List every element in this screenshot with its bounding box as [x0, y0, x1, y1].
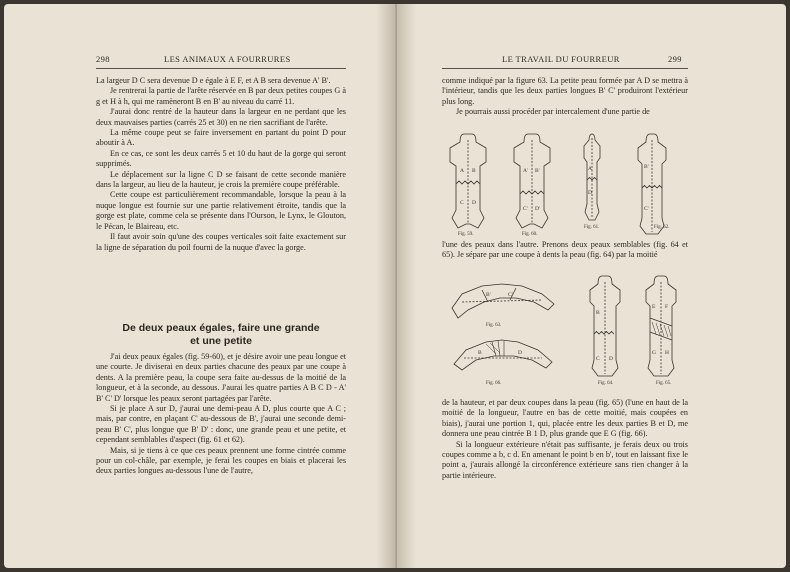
- paragraph: La même coupe peut se faire inversement en partant du point D pour aboutir à A.: [96, 128, 346, 148]
- figure-label: B': [486, 292, 491, 298]
- figure-label: B: [472, 168, 476, 174]
- figure-label: A': [523, 168, 528, 174]
- right-page: [398, 4, 786, 568]
- figure-caption: Fig. 61.: [584, 225, 600, 230]
- figure-63: [452, 284, 554, 318]
- figure-label: D: [588, 190, 592, 196]
- figure-label: B': [644, 164, 649, 170]
- figure-caption: Fig. 64.: [598, 381, 614, 386]
- figure-caption: Fig. 65.: [656, 381, 672, 386]
- paragraph: Je pourrais aussi procéder par intercalement d'une partie de: [456, 107, 650, 117]
- figure-caption: Fig. 59.: [458, 232, 474, 236]
- figure-label: E: [652, 304, 656, 310]
- header-rule-right: [442, 68, 688, 69]
- figure-label: B: [478, 350, 482, 356]
- left-text-bottom: [96, 352, 346, 477]
- paragraph: Si je place A sur D, j'aurai une demi-peau A D, plus courte que A C ; mais, par contre, en plaçant C' au-dessous de B', j'aurai une seconde demi-peau B' C', plus longue que B' D' : donc, une grande peau et une petite, et cependant semblables d'aspect (fig. 61 et 62).: [96, 404, 346, 445]
- figures-row-1: [442, 132, 690, 236]
- section-heading-line: et une petite: [190, 335, 252, 347]
- figure-caption: Fig. 63.: [486, 323, 502, 328]
- figure-label: F: [665, 304, 669, 310]
- figure-label: D': [535, 206, 540, 212]
- paragraph: de la hauteur, et par deux coupes dans la peau (fig. 65) (l'une en haut de la moitié de la longueur, l'autre en bas de cette moitié, mais coupées en biais), j'aurai une portion 1, qui, placée entre les deux parties B et D, me donnera une peau cintrée B 1 D, plus grande que E G (fig. 66).: [442, 398, 688, 439]
- paragraph: Le déplacement sur la ligne C D se faisant de cette seconde manière dans la largeur, au lieu de la hauteur, je crois la première coupe préférable.: [96, 169, 346, 190]
- running-head-right: LE TRAVAIL DU FOURREUR: [502, 54, 620, 64]
- paragraph: Je rentrerai la partie de l'arête réservée en B par deux petites coupes G à g et H à h, qui me ramèneront B en B' au niveau du carré 11.: [96, 86, 346, 106]
- figure-label: B: [596, 310, 600, 316]
- paragraph: Mais, si je tiens à ce que ces peaux prennent une forme cintrée comme pour un col-châle, par exemple, je ferai les coupes en biais et placerai les deux parties longues au-dessous l'une de l'autre,: [96, 445, 346, 476]
- right-text-top: [442, 76, 688, 118]
- figure-label: B': [535, 168, 540, 174]
- figure-label: C': [508, 292, 513, 298]
- right-page-header: [398, 54, 786, 68]
- figure-label: D: [609, 356, 613, 362]
- figure-label: C: [596, 356, 600, 362]
- figure-label: C: [460, 200, 464, 206]
- figure-caption: Fig. 66.: [486, 381, 502, 386]
- figure-65: [646, 276, 676, 376]
- right-text-mid: [442, 240, 688, 261]
- paragraph: Il faut avoir soin qu'une des coupes verticales soit faite exactement sur la ligne de séparation du poil fourni de la nuque d'avec la gorge.: [96, 232, 346, 252]
- paragraph: comme indiqué par la figure 63. La petite peau formée par A D se mettra à l'intérieur, tandis que les deux parties longues B' C' produiront l'extérieur plus long.: [442, 76, 688, 106]
- figure-label: D: [518, 350, 522, 356]
- paragraph: La largeur D C sera devenue D e égale à E F, et A B sera devenue A' B'.: [96, 76, 331, 85]
- left-text-top: [96, 76, 346, 253]
- left-page-header: [4, 54, 392, 68]
- fur-pelt-figures-59-62: [442, 132, 690, 236]
- figure-62: [638, 134, 666, 234]
- figure-caption: Fig. 62.: [654, 225, 670, 230]
- figure-label: C': [523, 206, 528, 212]
- section-heading: [96, 322, 346, 348]
- figure-64: [590, 276, 620, 376]
- figure-66: [454, 340, 552, 370]
- figure-60: [514, 134, 550, 228]
- paragraph: l'une des peaux dans l'autre. Prenons deux peaux semblables (fig. 64 et 65). Je sépare par une coupe à dents la peau (fig. 64) par la moitié: [442, 240, 688, 260]
- header-rule-left: [96, 68, 346, 69]
- figure-61: [584, 134, 600, 220]
- paragraph: J'ai deux peaux égales (fig. 59-60), et je désire avoir une peau longue et une courte. Je diviserai en deux parties chacune des peaux par une coupe à dents. A la première peau, la coupe sera faite au-dessus de la moitié de la longueur, et à la seconde, au dessous. J'aurai les quatre parties A B C D - A' B' C' D' lorsque les peaux seront partagées par l'arête.: [96, 352, 346, 403]
- running-head-left: LES ANIMAUX A FOURRURES: [164, 54, 291, 64]
- fur-pelt-figures-63-66: [442, 274, 690, 390]
- figure-label: D: [472, 200, 476, 206]
- figure-label: A: [588, 166, 592, 172]
- right-text-bottom: [442, 398, 688, 481]
- figure-label: H: [665, 350, 669, 356]
- figure-label: A: [460, 168, 464, 174]
- paragraph: En ce cas, ce sont les deux carrés 5 et 10 du haut de la gorge qui seront supprimés.: [96, 148, 346, 169]
- figure-label: C': [644, 206, 649, 212]
- figures-row-2: [442, 274, 690, 390]
- figure-caption: Fig. 60.: [522, 232, 538, 236]
- page-number-left: 298: [96, 54, 110, 64]
- paragraph: Cette coupe est particulièrement recommandable, lorsque la peau à la nuque longue est fournie sur une partie relativement étroite, tandis que la gorge est plate, comme cela se présente dans l'Ourson, le Lynx, le Glouton, le Pécan, le Blaireau, etc.: [96, 190, 346, 231]
- paragraph: Si la longueur extérieure n'était pas suffisante, je ferais deux ou trois coupes comme a b, c d. En amenant le point b en b', tout en laissant fixe le point a, j'aurais allongé la circonférence extérieure sans rien changer à la partie intérieure.: [442, 439, 688, 480]
- left-page: [4, 4, 392, 568]
- section-heading-line: De deux peaux égales, faire une grande: [122, 322, 320, 334]
- book-spread: [4, 4, 786, 568]
- figure-59: [450, 134, 486, 228]
- figure-label: G: [652, 350, 656, 356]
- paragraph: J'aurai donc rentré de la hauteur dans la largeur en ne perdant que les deux mauvaises parties (carrés 25 et 30) en ne rien sacrifiant de l'arête.: [96, 107, 346, 127]
- page-number-right: 299: [668, 54, 682, 64]
